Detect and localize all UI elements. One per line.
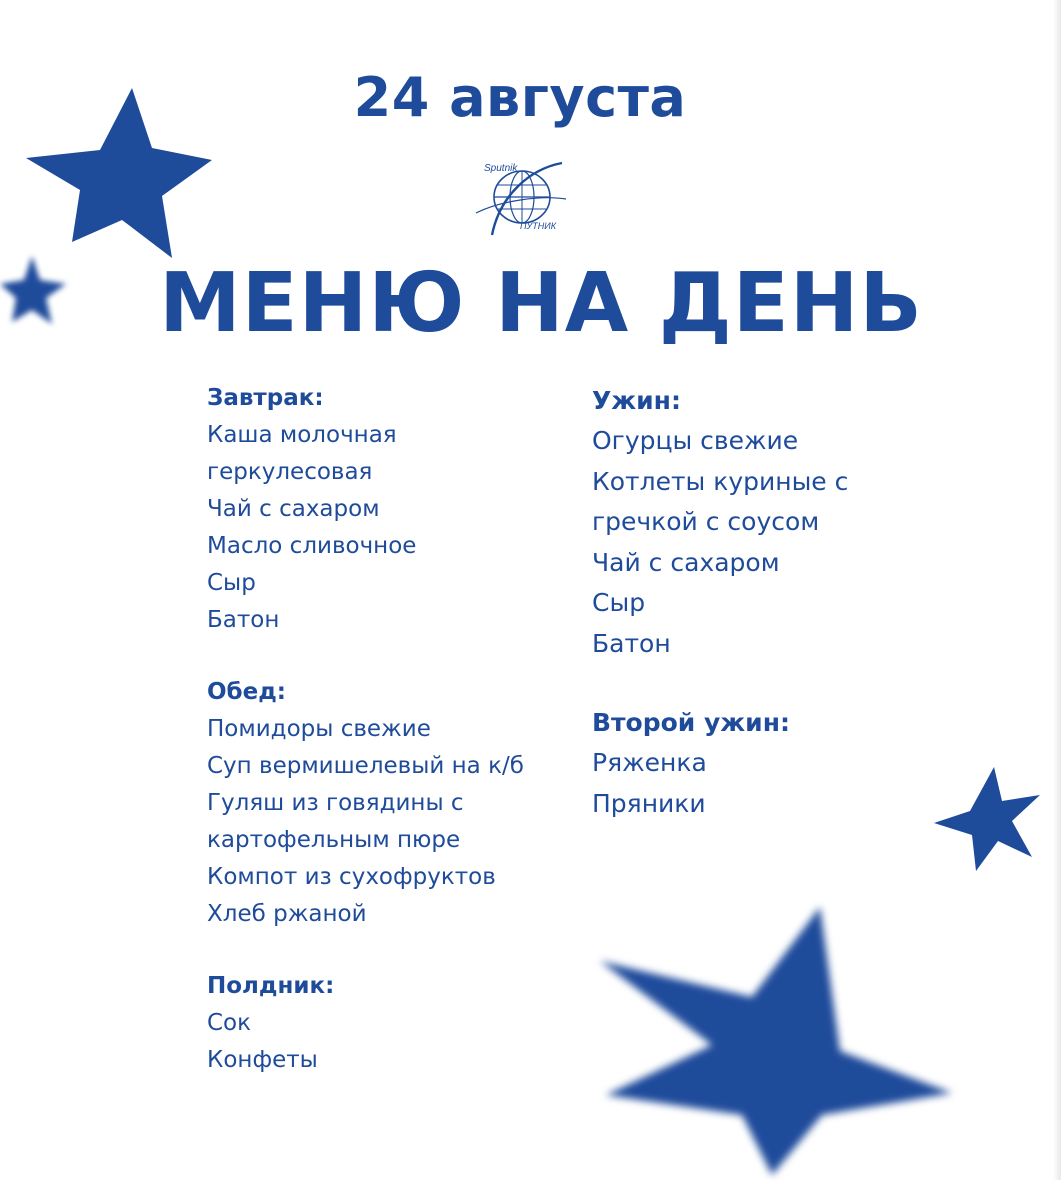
star-icon-right xyxy=(932,765,1047,875)
list-item: Сыр xyxy=(207,570,256,596)
section-breakfast xyxy=(207,380,567,639)
section-dinner xyxy=(592,380,922,664)
logo-text-top: Sputnik xyxy=(484,163,518,174)
list-item: Компот из сухофруктов xyxy=(207,864,496,890)
menu-column-right xyxy=(592,380,922,862)
list-item: геркулесовая xyxy=(207,459,373,485)
list-item: Чай с сахаром xyxy=(207,496,380,522)
page-edge xyxy=(1053,0,1061,1180)
list-item: Хлеб ржаной xyxy=(207,901,367,927)
section-heading: Ужин: xyxy=(592,386,681,415)
section-heading: Завтрак: xyxy=(207,385,324,411)
list-item: Котлеты куриные с xyxy=(592,466,849,496)
list-item: Конфеты xyxy=(207,1047,318,1073)
page-title: МЕНЮ НА ДЕНЬ xyxy=(159,256,923,351)
list-item: Батон xyxy=(592,628,671,658)
date-title: 24 августа xyxy=(353,66,687,129)
section-heading: Обед: xyxy=(207,679,286,705)
list-item: картофельным пюре xyxy=(207,827,461,853)
list-item: Сок xyxy=(207,1010,252,1036)
list-item: Масло сливочное xyxy=(207,533,417,559)
section-lunch xyxy=(207,674,567,933)
list-item: Помидоры свежие xyxy=(207,716,431,742)
logo-text-bottom: ПУТНИК xyxy=(520,221,557,231)
section-heading: Полдник: xyxy=(207,973,335,999)
list-item: Пряники xyxy=(592,788,706,818)
list-item: Ряженка xyxy=(592,748,707,777)
list-item: гречкой с соусом xyxy=(592,507,820,536)
list-item: Суп вермишелевый на к/б xyxy=(207,753,524,779)
section-second-dinner xyxy=(592,702,922,824)
star-icon-bottom-right xyxy=(592,905,964,1180)
list-item: Чай с сахаром xyxy=(592,547,780,577)
sputnik-logo xyxy=(470,155,570,239)
list-item: Гуляш из говядины с xyxy=(207,790,464,816)
list-item: Огурцы свежие xyxy=(592,426,799,455)
menu-column-left xyxy=(207,380,567,1114)
list-item: Каша молочная xyxy=(207,422,397,448)
section-heading: Второй ужин: xyxy=(592,708,790,737)
section-snack xyxy=(207,968,567,1079)
list-item: Батон xyxy=(207,607,280,633)
list-item: Сыр xyxy=(592,588,646,617)
